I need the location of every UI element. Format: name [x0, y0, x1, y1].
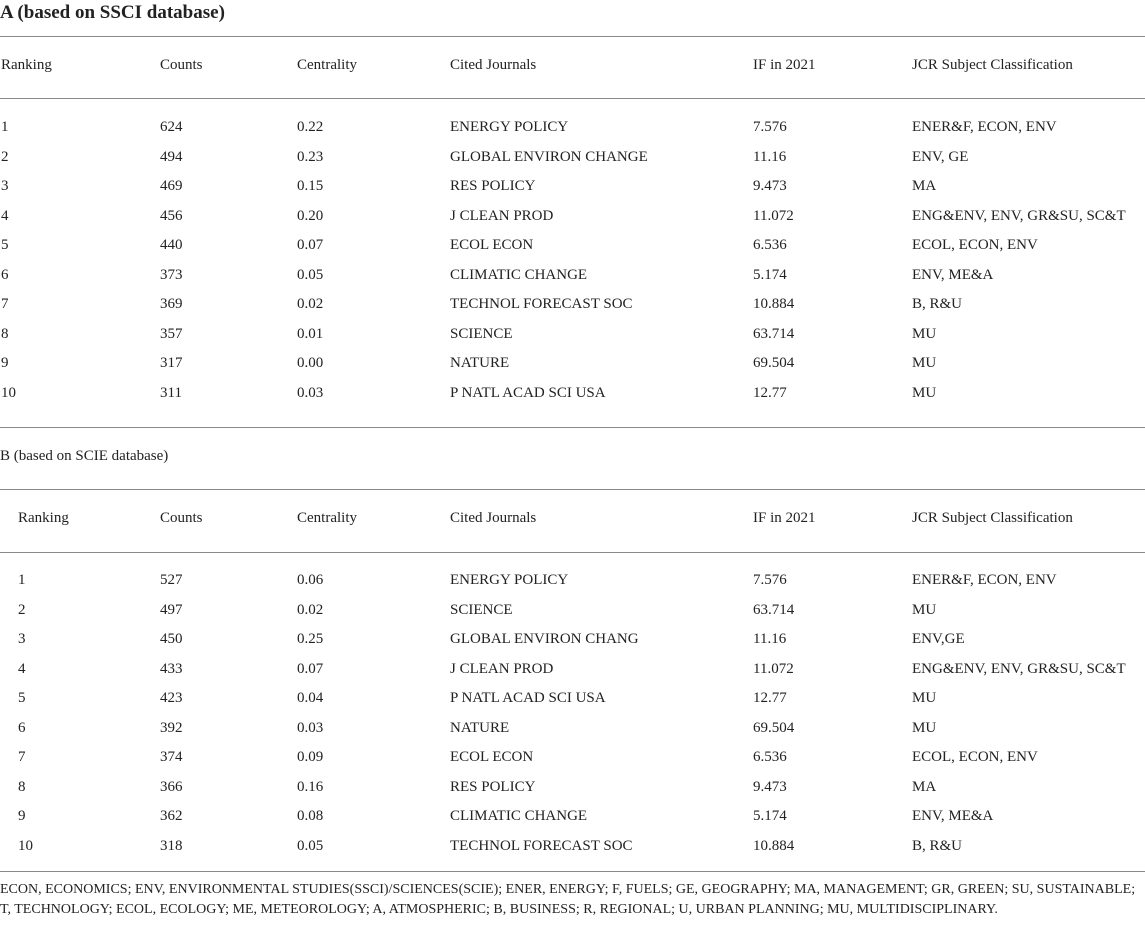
cell-ranking: 1 [18, 572, 26, 588]
cell-counts: 374 [160, 749, 183, 765]
cell-journal: J CLEAN PROD [450, 207, 554, 224]
cell-if: 7.576 [753, 572, 787, 588]
cell-if: 9.473 [753, 778, 787, 795]
cell-jcr: ENV, ME&A [912, 808, 994, 824]
cell-if: 11.16 [753, 148, 787, 165]
cell-centrality: 0.03 [297, 719, 324, 736]
table-b-title: B (based on SCIE database) [0, 448, 169, 464]
cell-counts: 392 [160, 719, 183, 736]
cell-ranking: 2 [18, 601, 26, 618]
cell-counts: 469 [160, 178, 183, 194]
cell-jcr: MU [912, 384, 937, 401]
cell-centrality: 0.05 [297, 837, 324, 854]
cell-ranking: 3 [18, 631, 26, 647]
table-footnote: ECON, ECONOMICS; ENV, ENVIRONMENTAL STUDIES(SSCI)/SCIENCES(SCIE); ENER, ENERGY; F, FUELS; GE, GEOGRAPHY; MA, MANAGEMENT; GR, GREEN; SU, SUSTAINABLE; T, TECHNOLOGY; ECOL, ECOLOGY; ME, METEOROLOGY; A, ATMOSPHERIC; B, BUSINESS; R, REGIONAL; U, URBAN PLANNING; MU, MULTIDISCIPLINARY. [0, 882, 1136, 917]
cell-centrality: 0.05 [297, 266, 324, 283]
cell-if: 63.714 [753, 325, 795, 342]
cell-journal: GLOBAL ENVIRON CHANGE [450, 148, 648, 165]
cell-jcr: ENG&ENV, ENV, GR&SU, SC&T [912, 207, 1126, 224]
table-a-title: A (based on SSCI database) [0, 2, 225, 23]
cell-jcr: MU [912, 690, 937, 706]
cell-ranking: 6 [18, 719, 26, 736]
cell-journal: ENERGY POLICY [450, 119, 569, 135]
cell-ranking: 3 [1, 178, 9, 194]
cell-if: 11.16 [753, 631, 787, 647]
cell-centrality: 0.00 [297, 355, 324, 371]
header-counts: Counts [160, 510, 203, 526]
header-cited-journals: Cited Journals [450, 510, 537, 526]
table-a-top-rule [0, 36, 1145, 37]
table-b-bottom-rule [0, 871, 1145, 872]
cell-counts: 440 [160, 237, 183, 253]
cell-counts: 317 [160, 355, 183, 371]
table-a-header-rule [0, 98, 1145, 99]
cell-ranking: 5 [1, 237, 9, 253]
cell-centrality: 0.03 [297, 384, 324, 401]
cell-jcr: MU [912, 601, 937, 618]
cell-journal: NATURE [450, 355, 510, 371]
cell-centrality: 0.20 [297, 207, 324, 224]
cell-centrality: 0.02 [297, 296, 324, 312]
cell-jcr: MU [912, 325, 937, 342]
cell-journal: CLIMATIC CHANGE [450, 266, 588, 283]
header-cited-journals: Cited Journals [450, 57, 537, 73]
header-jcr-subject: JCR Subject Classification [912, 57, 1073, 73]
cell-centrality: 0.06 [297, 572, 324, 588]
cell-centrality: 0.07 [297, 237, 324, 253]
cell-journal: ECOL ECON [450, 237, 534, 253]
cell-if: 69.504 [753, 355, 795, 371]
cell-centrality: 0.23 [297, 148, 324, 165]
cell-if: 6.536 [753, 237, 787, 253]
header-if-2021: IF in 2021 [753, 510, 816, 526]
cell-jcr: MA [912, 178, 937, 194]
cell-centrality: 0.25 [297, 631, 324, 647]
cell-if: 5.174 [753, 266, 787, 283]
header-centrality: Centrality [297, 510, 357, 526]
cell-if: 10.884 [753, 837, 795, 854]
table-b-header-rule [0, 552, 1145, 553]
cell-journal: ECOL ECON [450, 749, 534, 765]
header-ranking: Ranking [18, 510, 69, 526]
cell-journal: J CLEAN PROD [450, 660, 554, 677]
cell-ranking: 7 [1, 296, 9, 312]
cell-counts: 456 [160, 207, 183, 224]
cell-if: 12.77 [753, 690, 787, 706]
cell-counts: 527 [160, 572, 183, 588]
header-counts: Counts [160, 57, 203, 73]
cell-ranking: 6 [1, 266, 9, 283]
cell-jcr: MU [912, 719, 937, 736]
cell-ranking: 8 [18, 778, 26, 795]
cell-journal: RES POLICY [450, 778, 536, 795]
cell-if: 10.884 [753, 296, 795, 312]
cell-journal: CLIMATIC CHANGE [450, 808, 588, 824]
cell-jcr: B, R&U [912, 837, 963, 854]
cell-jcr: B, R&U [912, 296, 963, 312]
cell-centrality: 0.01 [297, 325, 324, 342]
cell-centrality: 0.02 [297, 601, 324, 618]
cell-journal: ENERGY POLICY [450, 572, 569, 588]
cell-centrality: 0.22 [297, 119, 324, 135]
cell-if: 9.473 [753, 178, 787, 194]
cell-journal: SCIENCE [450, 601, 513, 618]
cell-ranking: 10 [18, 837, 33, 854]
cell-counts: 318 [160, 837, 183, 854]
cell-counts: 373 [160, 266, 183, 283]
cell-jcr: MU [912, 355, 937, 371]
cell-centrality: 0.09 [297, 749, 324, 765]
cell-centrality: 0.16 [297, 778, 324, 795]
cell-centrality: 0.07 [297, 660, 324, 677]
cell-counts: 311 [160, 384, 182, 401]
cell-counts: 450 [160, 631, 183, 647]
cell-if: 12.77 [753, 384, 787, 401]
cell-ranking: 1 [1, 119, 9, 135]
cell-centrality: 0.08 [297, 808, 324, 824]
cell-if: 69.504 [753, 719, 795, 736]
cell-counts: 357 [160, 325, 183, 342]
cell-centrality: 0.15 [297, 178, 324, 194]
cell-jcr: ENER&F, ECON, ENV [912, 572, 1057, 588]
cell-jcr: ENG&ENV, ENV, GR&SU, SC&T [912, 660, 1126, 677]
cell-jcr: MA [912, 778, 937, 795]
cell-ranking: 4 [1, 207, 9, 224]
cell-counts: 433 [160, 660, 183, 677]
cell-ranking: 10 [1, 384, 16, 401]
cell-if: 5.174 [753, 808, 787, 824]
cell-journal: TECHNOL FORECAST SOC [450, 837, 633, 854]
cell-ranking: 9 [18, 808, 26, 824]
cell-if: 7.576 [753, 119, 787, 135]
cell-jcr: ENER&F, ECON, ENV [912, 119, 1057, 135]
cell-ranking: 4 [18, 660, 26, 677]
cell-ranking: 5 [18, 690, 26, 706]
cell-journal: NATURE [450, 719, 510, 736]
header-if-2021: IF in 2021 [753, 57, 816, 73]
cell-jcr: ECOL, ECON, ENV [912, 237, 1038, 253]
cell-counts: 423 [160, 690, 183, 706]
cell-journal: GLOBAL ENVIRON CHANG [450, 631, 639, 647]
cell-ranking: 7 [18, 749, 26, 765]
cell-jcr: ENV, GE [912, 148, 969, 165]
cell-if: 11.072 [753, 207, 794, 224]
cell-journal: TECHNOL FORECAST SOC [450, 296, 633, 312]
cell-jcr: ENV,GE [912, 631, 965, 647]
cell-ranking: 8 [1, 325, 9, 342]
table-b-top-rule [0, 489, 1145, 490]
header-jcr-subject: JCR Subject Classification [912, 510, 1073, 526]
cell-counts: 497 [160, 601, 183, 618]
cell-counts: 369 [160, 296, 183, 312]
header-centrality: Centrality [297, 57, 357, 73]
cell-counts: 362 [160, 808, 183, 824]
cell-if: 63.714 [753, 601, 795, 618]
cell-ranking: 9 [1, 355, 9, 371]
table-a-bottom-rule [0, 427, 1145, 428]
cell-jcr: ECOL, ECON, ENV [912, 749, 1038, 765]
cell-counts: 494 [160, 148, 183, 165]
cell-centrality: 0.04 [297, 690, 324, 706]
cell-journal: RES POLICY [450, 178, 536, 194]
cell-counts: 624 [160, 119, 183, 135]
cell-ranking: 2 [1, 148, 9, 165]
cell-journal: P NATL ACAD SCI USA [450, 384, 606, 401]
cell-if: 6.536 [753, 749, 787, 765]
cell-jcr: ENV, ME&A [912, 266, 994, 283]
cell-counts: 366 [160, 778, 183, 795]
cell-if: 11.072 [753, 660, 794, 677]
cell-journal: P NATL ACAD SCI USA [450, 690, 606, 706]
cell-journal: SCIENCE [450, 325, 513, 342]
header-ranking: Ranking [1, 57, 52, 73]
